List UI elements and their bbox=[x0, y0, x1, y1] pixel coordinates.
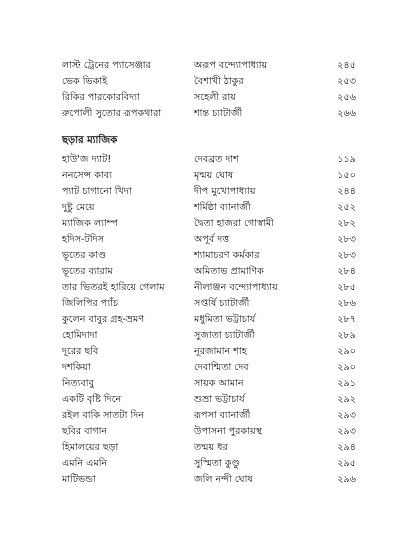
entry-title: ম্যাজিক ল্যাম্প bbox=[62, 218, 118, 229]
toc-entry bbox=[0, 344, 400, 360]
toc-entry bbox=[0, 408, 400, 424]
entry-page-number: ১৫০ bbox=[337, 170, 356, 181]
toc-entry bbox=[0, 90, 400, 106]
toc-entry bbox=[0, 440, 400, 456]
entry-title: হদিস-টদিস bbox=[62, 234, 104, 245]
entry-title: হোমিদাদা bbox=[62, 330, 98, 341]
entry-page-number: ২৫২ bbox=[337, 202, 356, 213]
toc-entry bbox=[0, 184, 400, 200]
entry-page-number: ২৮৩ bbox=[337, 234, 356, 245]
entry-title: ননসেন্স কাব্য bbox=[62, 170, 112, 181]
entry-title: দূরের ছবি bbox=[62, 346, 99, 357]
toc-entry bbox=[0, 456, 400, 472]
entry-page-number: ২৯৪ bbox=[337, 442, 356, 453]
entry-author: রূপসা ব্যানার্জী bbox=[194, 410, 251, 421]
entry-title: একটি বৃষ্টি দিনে bbox=[62, 394, 122, 405]
toc-entry bbox=[0, 58, 400, 74]
toc-entry bbox=[0, 360, 400, 376]
toc-entry bbox=[0, 296, 400, 312]
entry-author: সুস্মিতা কুণ্ডু bbox=[194, 458, 240, 469]
entry-title: হিমালয়ের ছড়া bbox=[62, 442, 119, 453]
entry-title: রিকির পারকোরবিদ্যা bbox=[62, 92, 140, 103]
entry-page-number: ২৯১ bbox=[337, 378, 356, 389]
toc-entry bbox=[0, 312, 400, 328]
entry-page-number: ২৯৬ bbox=[337, 474, 356, 485]
entry-author: অমিতাভ প্রামাণিক bbox=[194, 266, 264, 277]
entry-author: শুভ্রা ভট্টাচার্য bbox=[194, 394, 245, 405]
toc-entry bbox=[0, 248, 400, 264]
entry-author: তন্ময় ধর bbox=[194, 442, 228, 453]
entry-author: শান্ত চ্যাটার্জী bbox=[194, 108, 243, 119]
entry-author: দেবাশ্মিতা দেব bbox=[194, 362, 249, 373]
entry-title: ভূতের কাণ্ড bbox=[62, 250, 107, 261]
entry-title: ছবির বাগান bbox=[62, 426, 108, 437]
entry-author: অপূর্ব দত্ত bbox=[194, 234, 230, 245]
entry-author: অরূপ বন্দ্যোপাধ্যায় bbox=[194, 60, 268, 71]
entry-page-number: ২৯০ bbox=[337, 362, 356, 373]
entry-page-number: ২৮২ bbox=[337, 218, 356, 229]
entry-page-number: ২৮৬ bbox=[337, 298, 356, 309]
entry-author: দ্বৈতা হাজরা গোস্বামী bbox=[194, 218, 274, 229]
toc-entry bbox=[0, 264, 400, 280]
toc-entry bbox=[0, 106, 400, 122]
toc-entry bbox=[0, 200, 400, 216]
entry-author: জলি নন্দী ঘোষ bbox=[194, 474, 253, 485]
toc-entry bbox=[0, 424, 400, 440]
entry-title: এমনি এমনি bbox=[62, 458, 108, 469]
entry-author: উপাসনা পুরকায়স্থ bbox=[194, 426, 262, 437]
entry-author: দেবব্রত দাশ bbox=[194, 154, 239, 165]
entry-title: মাটিভন্ডা bbox=[62, 474, 96, 485]
entry-author: সহেলী রায় bbox=[194, 92, 236, 103]
entry-title: রুপোলী সুতোর রূপকথারা bbox=[62, 108, 162, 119]
toc-entry bbox=[0, 280, 400, 296]
toc-entry bbox=[0, 232, 400, 248]
toc-entry bbox=[0, 472, 400, 488]
entry-author: শ্যামাচরণ কর্মকার bbox=[194, 250, 260, 261]
entry-author: সপ্তর্ষি চ্যাটার্জী bbox=[194, 298, 250, 309]
entry-title: দুষ্টু মেয়ে bbox=[62, 202, 95, 213]
entry-page-number: ২৯২ bbox=[337, 394, 356, 405]
entry-title: দশকিয়া bbox=[62, 362, 91, 373]
entry-author: মধুমিতা ভট্টাচার্য bbox=[194, 314, 256, 325]
entry-page-number: ২৫৩ bbox=[337, 76, 356, 87]
entry-page-number: ২৮৫ bbox=[337, 282, 356, 293]
entry-title: নিত্যবাবু bbox=[62, 378, 94, 389]
toc-entry bbox=[0, 328, 400, 344]
entry-page-number: ২৮৪ bbox=[337, 266, 356, 277]
toc-entry bbox=[0, 376, 400, 392]
entry-title: ভেক ভিকাই bbox=[62, 76, 108, 87]
entry-author: নূরজামান শাহ bbox=[194, 346, 247, 357]
entry-page-number: ২৫৬ bbox=[337, 92, 356, 103]
entry-page-number: ২৯০ bbox=[337, 346, 356, 357]
entry-author: সুজাতা চ্যাটার্জী bbox=[194, 330, 255, 341]
entry-author: শর্মিষ্ঠা ব্যানার্জী bbox=[194, 202, 251, 213]
entry-title: ভূতের ব্যারাম bbox=[62, 266, 113, 277]
entry-author: মৃন্ময় ঘোষ bbox=[194, 170, 234, 181]
entry-page-number: ২৮৭ bbox=[337, 314, 356, 325]
entry-title: তার ভিতরই হারিয়ে গেলাম bbox=[62, 282, 165, 293]
toc-entry bbox=[0, 392, 400, 408]
entry-page-number: ২৬৬ bbox=[337, 108, 356, 119]
toc-entry bbox=[0, 74, 400, 90]
entry-page-number: ২৪৪ bbox=[337, 186, 356, 197]
entry-title: জিলিপির প্যাঁচ bbox=[62, 298, 119, 309]
entry-author: সায়ক আমান bbox=[194, 378, 244, 389]
entry-page-number: ২৯৩ bbox=[337, 426, 356, 437]
entry-page-number: ২৮৯ bbox=[337, 330, 356, 341]
entry-page-number: ২৯৫ bbox=[337, 458, 356, 469]
entry-page-number: ২৪৫ bbox=[337, 60, 356, 71]
entry-page-number: ২৮৩ bbox=[337, 250, 356, 261]
entry-author: দীপ মুখোপাধ্যায় bbox=[194, 186, 256, 197]
entry-title: রইল বাকি সাতটা দিন bbox=[62, 410, 144, 421]
section-heading: ছড়ার ম্যাজিক bbox=[62, 135, 118, 146]
entry-author: নীলাঞ্জন বন্দ্যোপাধ্যায় bbox=[194, 282, 278, 293]
entry-title: কুলেন বাবুর গ্রহ-ভ্রমণ bbox=[62, 314, 145, 325]
entry-author: বৈশাখী ঠাকুর bbox=[194, 76, 244, 87]
toc-entry bbox=[0, 216, 400, 232]
toc-entry bbox=[0, 152, 400, 168]
entry-title: লাস্ট ট্রেনের প্যাসেঞ্জার bbox=[62, 60, 151, 71]
entry-page-number: ২৯৩ bbox=[337, 410, 356, 421]
entry-title: প্যাট চাগানো খিদা bbox=[62, 186, 132, 197]
toc-entry bbox=[0, 168, 400, 184]
entry-page-number: ১১৯ bbox=[337, 154, 356, 165]
entry-title: হাউ'জ দ্যাট! bbox=[62, 154, 112, 165]
